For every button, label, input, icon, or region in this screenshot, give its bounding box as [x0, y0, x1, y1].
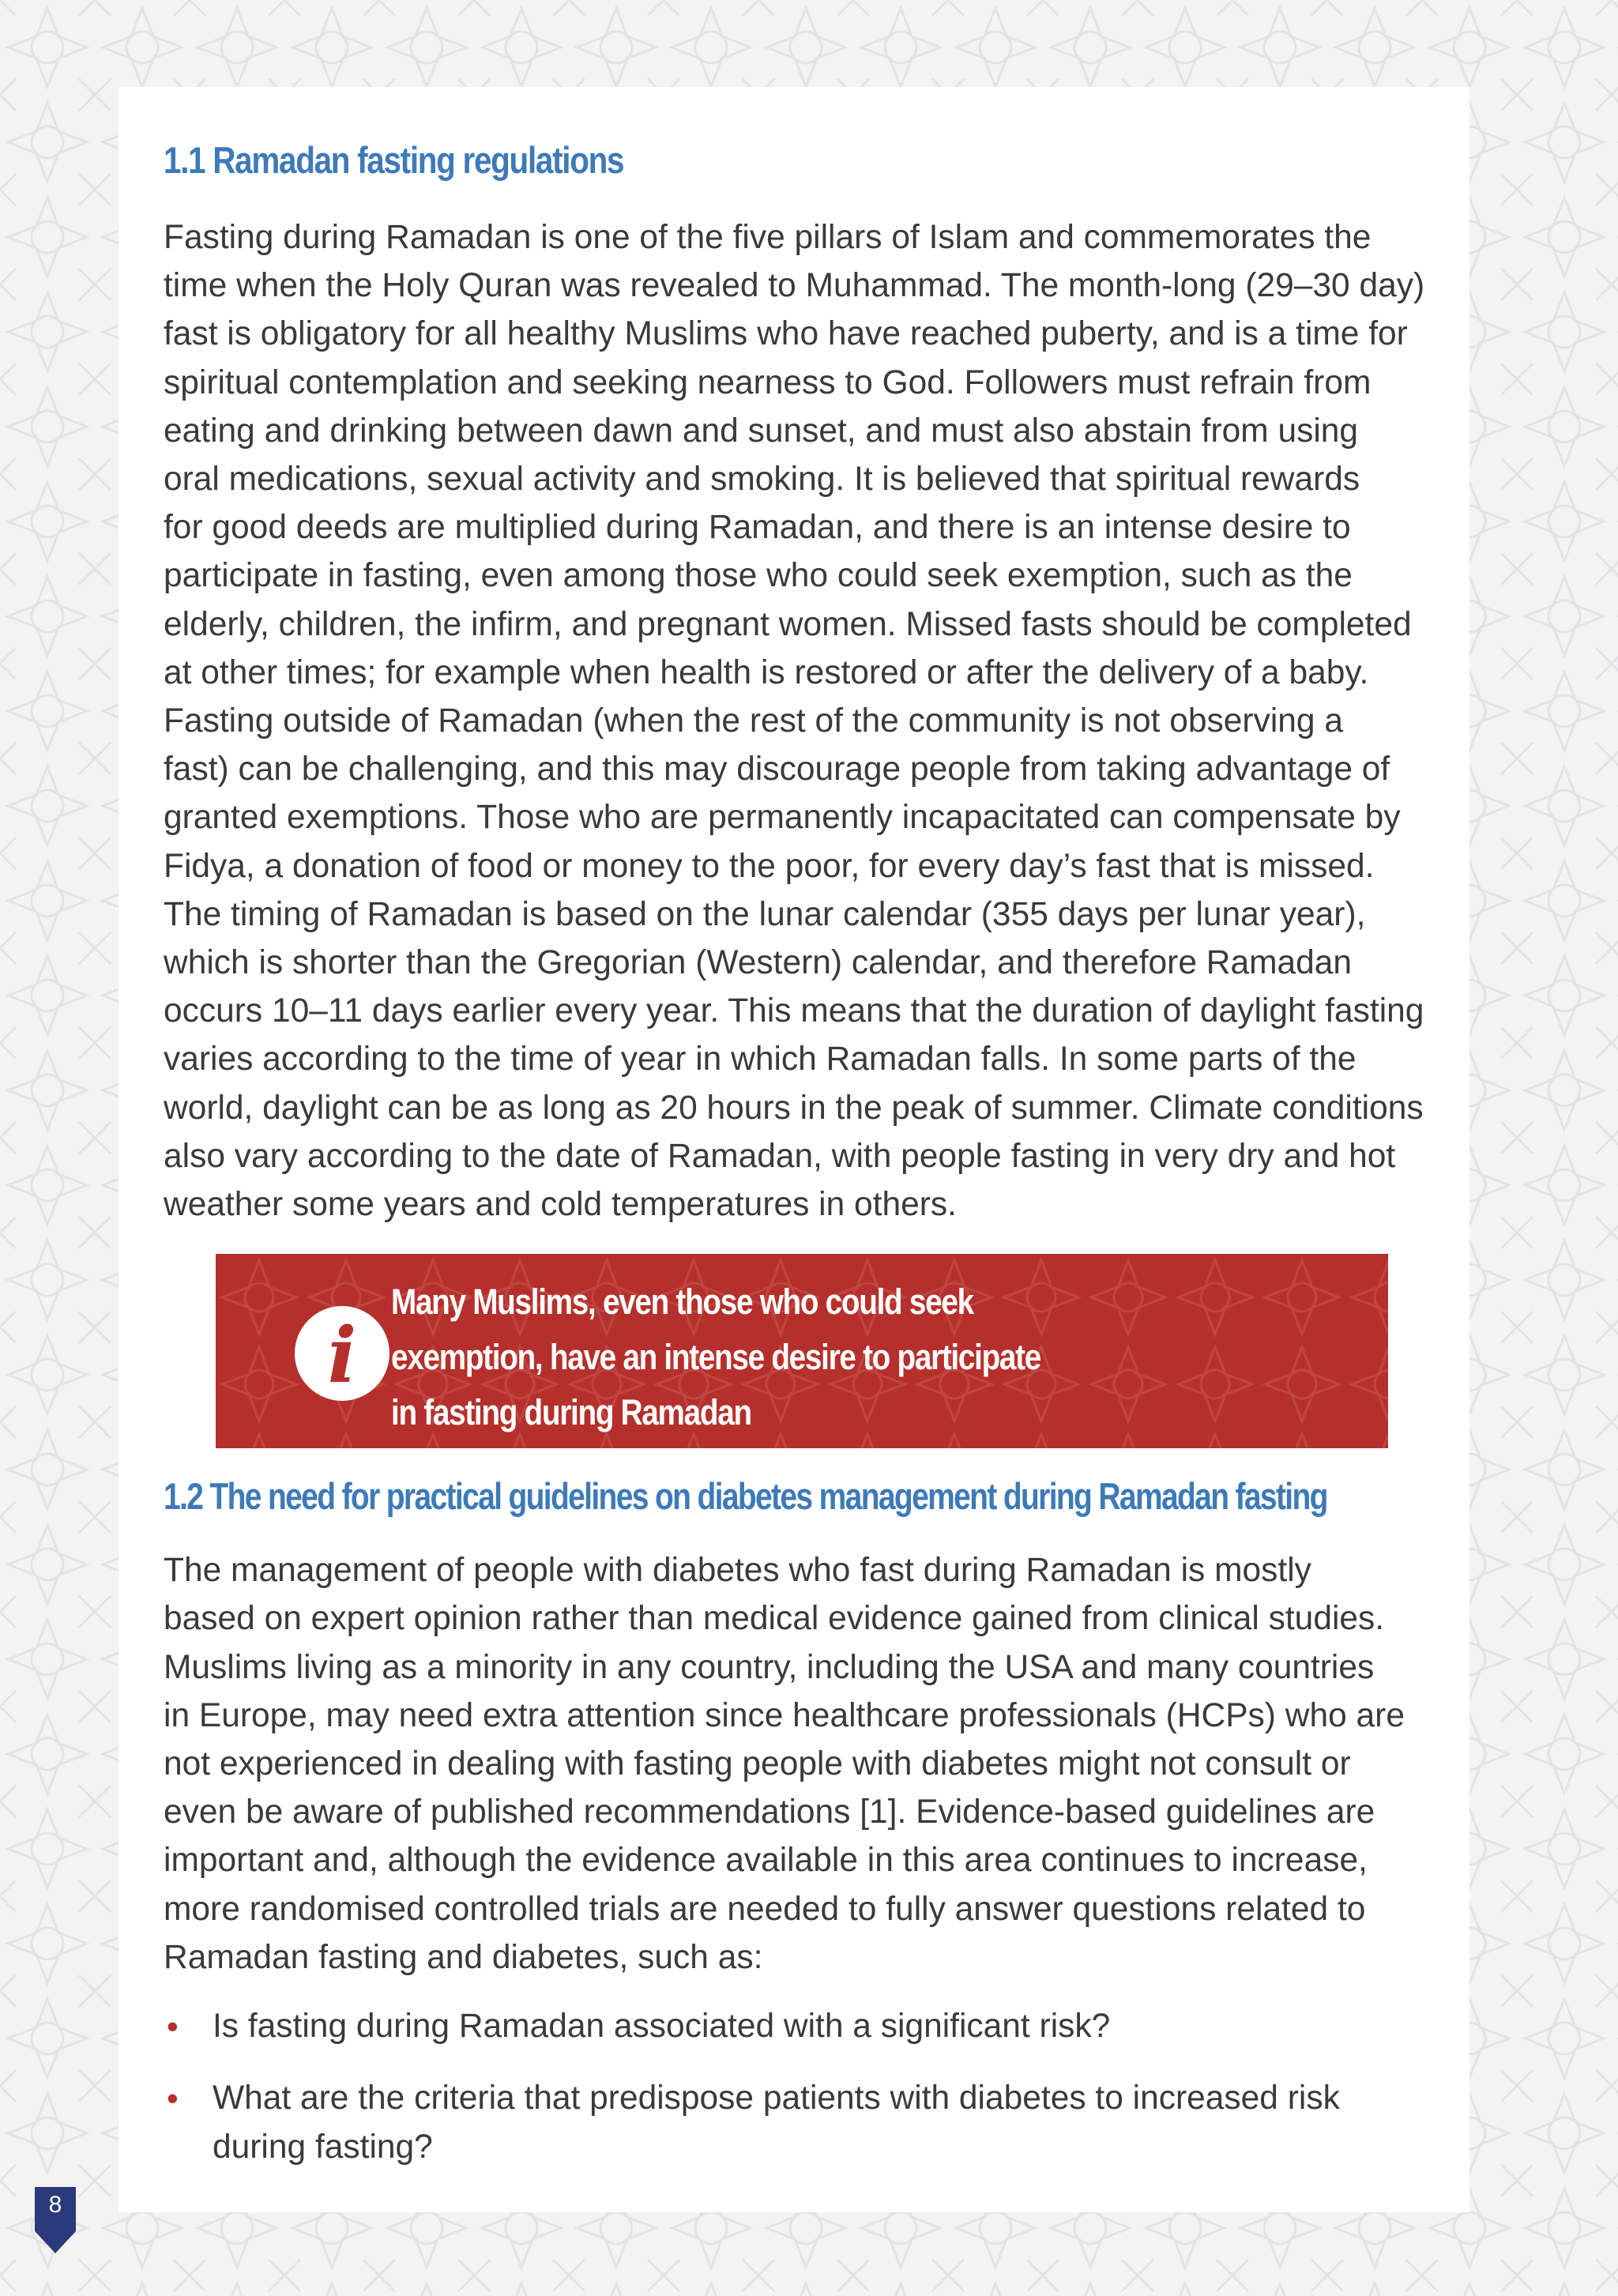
paragraph-line: time when the Holy Quran was revealed to Muhammad. The month-long (29–30 day): [164, 267, 1425, 305]
bullet-icon: •: [167, 2008, 179, 2046]
paragraph-line: also vary according to the date of Ramadan, with people fasting in very dry and hot: [164, 1137, 1396, 1175]
paragraph-line: Fidya, a donation of food or money to the poor, for every day’s fast that is missed.: [164, 847, 1375, 885]
paragraph-line: The timing of Ramadan is based on the lunar calendar (355 days per lunar year),: [164, 895, 1366, 933]
paragraph-line: varies according to the time of year in which Ramadan falls. In some parts of the: [164, 1041, 1356, 1078]
list-item-text: Is fasting during Ramadan associated with a significant risk?: [213, 2008, 1111, 2046]
section-1-2-paragraph: [164, 1546, 1507, 1982]
paragraph-line: granted exemptions. Those who are permanently incapacitated can compensate by: [164, 799, 1401, 837]
page-content: [164, 134, 1507, 2195]
paragraph-line: Ramadan fasting and diabetes, such as:: [164, 1938, 763, 1976]
paragraph-line: elderly, children, the infirm, and pregnant women. Missed fasts should be completed: [164, 605, 1412, 643]
paragraph-line: fast is obligatory for all healthy Muslims who have reached puberty, and is a time for: [164, 315, 1408, 353]
paragraph-line: Fasting outside of Ramadan (when the rest of the community is not observing a: [164, 702, 1343, 740]
paragraph-line: which is shorter than the Gregorian (Western) calendar, and therefore Ramadan: [164, 944, 1353, 982]
paragraph-line: weather some years and cold temperatures in others.: [164, 1186, 957, 1224]
paragraph-line: oral medications, sexual activity and smoking. It is believed that spiritual rewards: [164, 461, 1360, 499]
paragraph-line: important and, although the evidence available in this area continues to increase,: [164, 1842, 1368, 1880]
paragraph-line: Muslims living as a minority in any country, including the USA and many countries: [164, 1648, 1375, 1686]
bullet-icon: •: [167, 2080, 179, 2117]
callout-line: exemption, have an intense desire to participate: [391, 1337, 1041, 1378]
section-heading-1-2: 1.2 The need for practical guidelines on diabetes management during Ramadan fasting: [164, 1475, 1327, 1518]
callout-line: Many Muslims, even those who could seek: [391, 1282, 973, 1323]
paragraph-line: The management of people with diabetes who fast during Ramadan is mostly: [164, 1552, 1311, 1590]
paragraph-line: world, daylight can be as long as 20 hours in the peak of summer. Climate conditions: [164, 1089, 1424, 1127]
paragraph-line: fast) can be challenging, and this may discourage people from taking advantage of: [164, 751, 1390, 789]
info-callout-box: [216, 1254, 1388, 1448]
list-item-text: during fasting?: [213, 2128, 433, 2166]
paragraph-line: even be aware of published recommendations [1]. Evidence-based guidelines are: [164, 1794, 1375, 1831]
list-item-text: What are the criteria that predispose patients with diabetes to increased risk: [213, 2080, 1340, 2117]
paragraph-line: based on expert opinion rather than medical evidence gained from clinical studies.: [164, 1600, 1385, 1638]
info-icon: [295, 1306, 389, 1401]
paragraph-line: in Europe, may need extra attention since healthcare professionals (HCPs) who are: [164, 1696, 1405, 1734]
paragraph-line: spiritual contemplation and seeking nearness to God. Followers must refrain from: [164, 363, 1372, 401]
paragraph-line: at other times; for example when health is restored or after the delivery of a baby.: [164, 653, 1369, 691]
paragraph-line: eating and drinking between dawn and sunset, and must also abstain from using: [164, 412, 1359, 450]
section-heading-1-1: 1.1 Ramadan fasting regulations: [164, 139, 624, 181]
paragraph-line: occurs 10–11 days earlier every year. This means that the duration of daylight fasting: [164, 992, 1424, 1030]
paragraph-line: for good deeds are multiplied during Ramadan, and there is an intense desire to: [164, 509, 1351, 547]
info-icon-glyph: i: [327, 1311, 357, 1401]
page-number: 8: [48, 2192, 62, 2218]
callout-text: [391, 1274, 1040, 1440]
callout-line: in fasting during Ramadan: [391, 1392, 751, 1433]
section-1-1-paragraph: [164, 213, 1507, 1229]
paragraph-line: Fasting during Ramadan is one of the five pillars of Islam and commemorates the: [164, 219, 1372, 256]
paragraph-line: more randomised controlled trials are needed to fully answer questions related to: [164, 1890, 1366, 1928]
list-item: [164, 2074, 1507, 2170]
paragraph-line: not experienced in dealing with fasting people with diabetes might not consult or: [164, 1745, 1351, 1783]
question-list: [164, 2002, 1507, 2171]
paragraph-line: participate in fasting, even among those who could seek exemption, such as the: [164, 557, 1353, 595]
list-item: [164, 2002, 1507, 2050]
